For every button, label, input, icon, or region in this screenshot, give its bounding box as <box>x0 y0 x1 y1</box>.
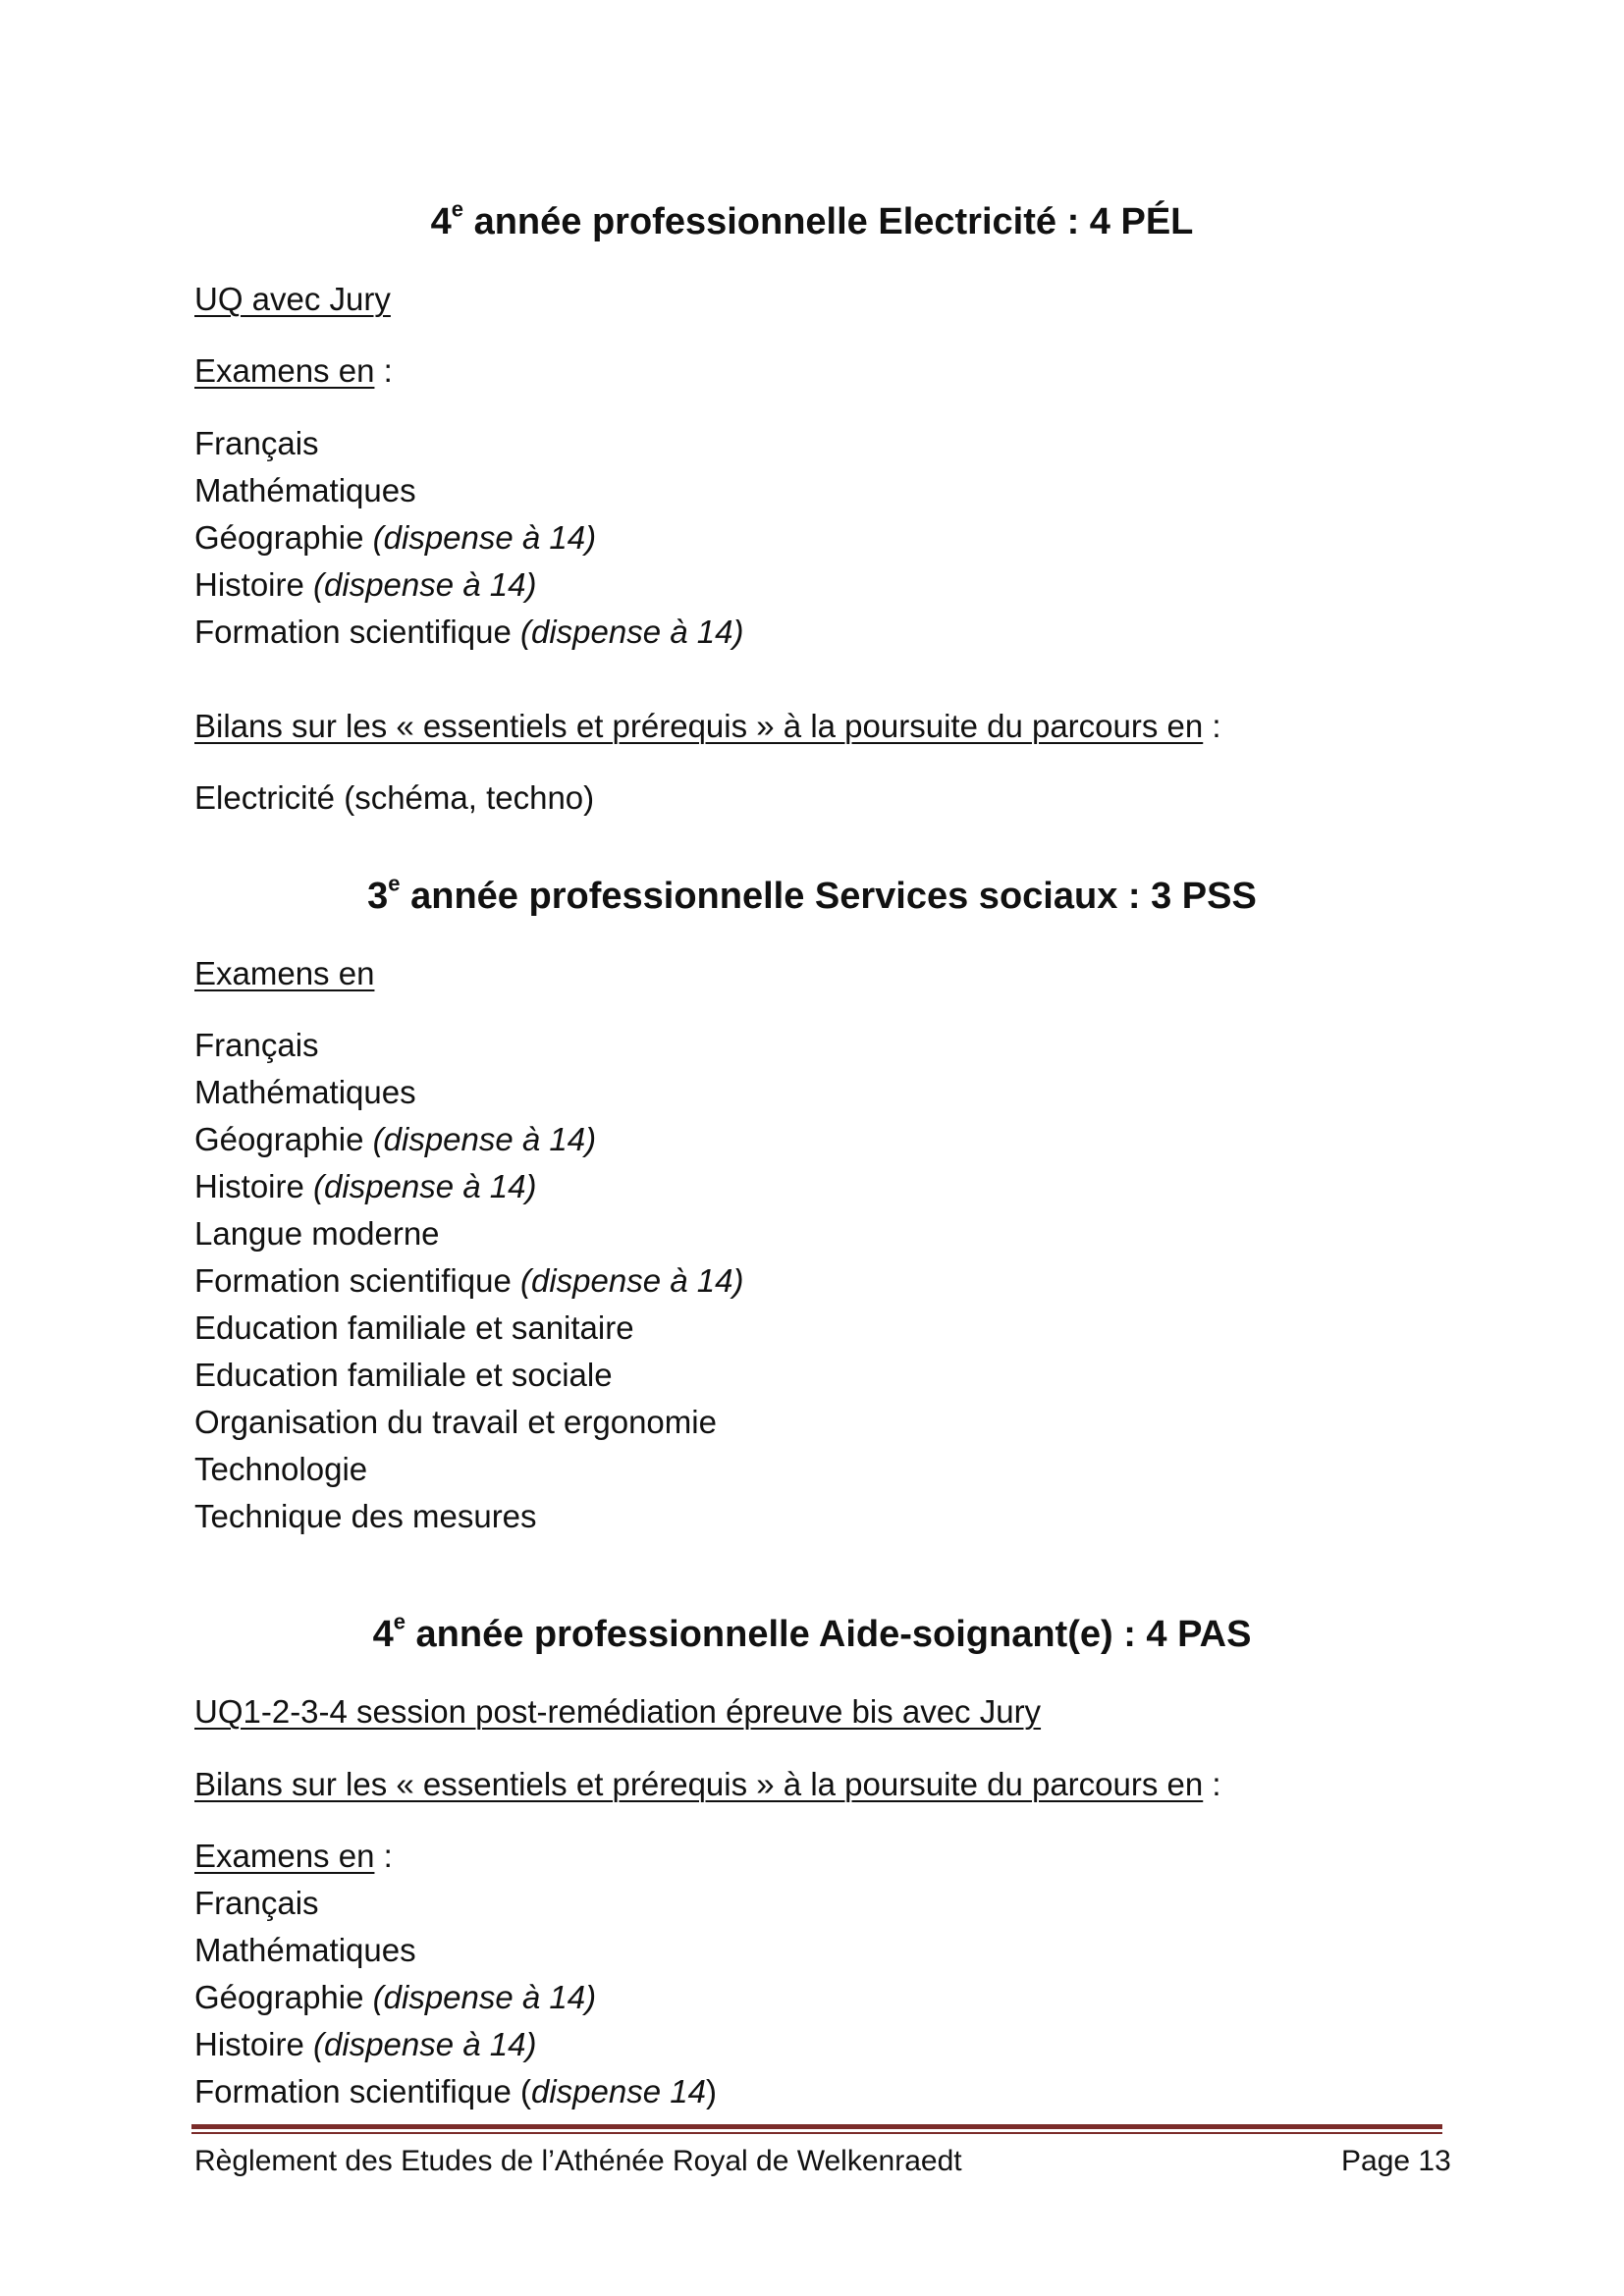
subject-line: Education familiale et sociale <box>194 1357 613 1393</box>
uq-label: UQ avec Jury <box>194 281 391 317</box>
subject-line: Education familiale et sanitaire <box>194 1309 634 1346</box>
section-title-3pss: 3e année professionnelle Services sociaux : 3 PSS <box>367 871 1257 917</box>
subject-line: Mathématiques <box>194 472 416 508</box>
subject-line: Français <box>194 425 319 461</box>
subject-line: Formation scientifique (dispense 14) <box>194 2073 717 2109</box>
uq-label: UQ1-2-3-4 session post-remédiation épreuve bis avec Jury <box>194 1693 1042 1730</box>
subject-line: Organisation du travail et ergonomie <box>194 1404 717 1440</box>
exams-heading: Examens en : <box>194 352 393 389</box>
subject-line: Technique des mesures <box>194 1498 537 1534</box>
footer-document-title: Règlement des Etudes de l’Athénée Royal de Welkenraedt <box>194 2145 962 2177</box>
bilans-heading: Bilans sur les « essentiels et prérequis » à la poursuite du parcours en : <box>194 708 1221 744</box>
subject-line: Mathématiques <box>194 1932 416 1968</box>
subject-line: Langue moderne <box>194 1215 440 1252</box>
bilans-item: Electricité (schéma, techno) <box>194 779 595 816</box>
exams-heading: Examens en : <box>194 1838 393 1874</box>
section-title-4pel: 4e année professionnelle Electricité : 4 PÉL <box>430 196 1194 242</box>
footer-rule-thin <box>191 2132 1442 2134</box>
footer-rule-thick <box>191 2124 1442 2129</box>
subject-line: Histoire (dispense à 14) <box>194 2026 537 2062</box>
subject-line: Histoire (dispense à 14) <box>194 1168 537 1204</box>
section-title-4pas: 4e année professionnelle Aide-soignant(e) : 4 PAS <box>372 1609 1252 1655</box>
footer-page-number: Page 13 <box>1341 2145 1451 2177</box>
subject-line: Français <box>194 1885 319 1921</box>
subject-line: Histoire (dispense à 14) <box>194 566 537 603</box>
subject-line: Géographie (dispense à 14) <box>194 1979 597 2015</box>
subject-line: Géographie (dispense à 14) <box>194 519 597 556</box>
bilans-heading: Bilans sur les « essentiels et prérequis » à la poursuite du parcours en : <box>194 1766 1221 1802</box>
subject-line: Français <box>194 1027 319 1063</box>
subject-line: Mathématiques <box>194 1074 416 1110</box>
subject-line: Technologie <box>194 1451 368 1487</box>
subject-line: Formation scientifique (dispense à 14) <box>194 1262 744 1299</box>
exams-heading: Examens en <box>194 955 375 991</box>
subject-line: Formation scientifique (dispense à 14) <box>194 614 744 650</box>
subject-line: Géographie (dispense à 14) <box>194 1121 597 1157</box>
